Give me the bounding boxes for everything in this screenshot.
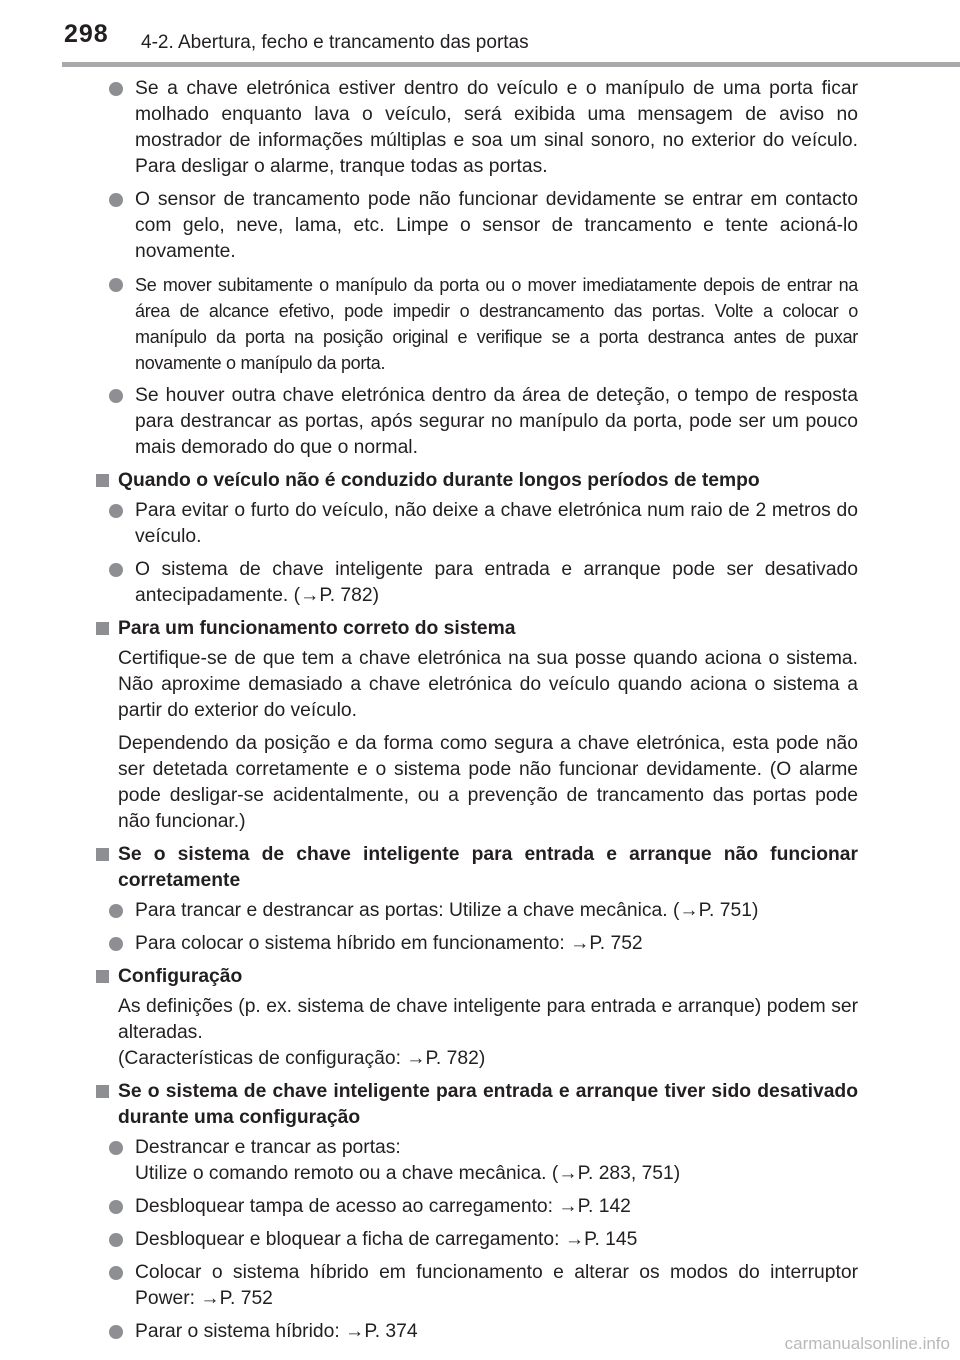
block-text: Desbloquear tampa de acesso ao carregamento: →P. 142 (135, 1196, 631, 1217)
bullet-dot-icon (109, 504, 123, 518)
text-line: Destrancar e trancar as portas: (135, 1137, 401, 1158)
bullet-item (96, 1135, 858, 1187)
block-text: Se o sistema de chave inteligente para entrada e arranque tiver sido desativado durante uma configuração (118, 1081, 858, 1128)
page-header (0, 0, 960, 70)
block-text: Colocar o sistema híbrido em funcionamento e alterar os modos do interruptor Power: →P. 752 (135, 1262, 858, 1309)
heading-square-icon (96, 622, 109, 635)
block-text: Parar o sistema híbrido: →P. 374 (135, 1321, 418, 1342)
block-text: O sistema de chave inteligente para entrada e arranque pode ser desativado antecipadamente. (→P. 782) (135, 559, 858, 606)
bullet-dot-icon (109, 1325, 123, 1339)
block-text: Se o sistema de chave inteligente para entrada e arranque não funcionar corretamente (118, 844, 858, 891)
block-text: O sensor de trancamento pode não funcionar devidamente se entrar em contacto com gelo, neve, lama, etc. Limpe o sensor de trancamento e tente acioná-lo novamente. (135, 189, 858, 262)
bullet-item (96, 557, 858, 609)
bullet-item (96, 187, 858, 265)
bullet-dot-icon (109, 193, 123, 207)
section-heading (96, 468, 858, 494)
bullet-item (96, 898, 858, 924)
block-text: Para colocar o sistema híbrido em funcionamento: →P. 752 (135, 933, 643, 954)
section-title: 4-2. Abertura, fecho e trancamento das portas (141, 32, 529, 53)
bullet-item (96, 1319, 858, 1345)
heading-square-icon (96, 970, 109, 983)
block-text: Dependendo da posição e da forma como segura a chave eletrónica, esta pode não ser detetada corretamente e o sistema pode não funcionar devidamente. (O alarme pode desligar-se acidentalmente, ou a prevenção de trancamento das portas pode não funcionar.) (118, 733, 858, 832)
heading-square-icon (96, 474, 109, 487)
bullet-item (96, 76, 858, 180)
section-heading (96, 616, 858, 642)
paragraph (96, 731, 858, 835)
bullet-item (96, 272, 858, 376)
bullet-dot-icon (109, 278, 123, 292)
bullet-item (96, 1194, 858, 1220)
bullet-dot-icon (109, 563, 123, 577)
block-text: Se mover subitamente o manípulo da porta ou o mover imediatamente depois de entrar na área de alcance efetivo, pode impedir o destrancamento das portas. Volte a colocar o manípulo da porta na posição original e verifique se a porta destranca antes de puxar novamente o manípulo da porta. (135, 275, 858, 373)
header-rule (62, 62, 960, 67)
bullet-item (96, 498, 858, 550)
bullet-item (96, 383, 858, 461)
section-heading (96, 1079, 858, 1131)
block-text: Quando o veículo não é conduzido durante longos períodos de tempo (118, 470, 760, 491)
page-content (96, 76, 858, 1352)
block-text: Se a chave eletrónica estiver dentro do veículo e o manípulo de uma porta ficar molhado enquanto lava o veículo, será exibida uma mensagem de aviso no mostrador de informações múltiplas e soa um sinal sonoro, no exterior do veículo. Para desligar o alarme, tranque todas as portas. (135, 78, 858, 177)
block-text: Para evitar o furto do veículo, não deixe a chave eletrónica num raio de 2 metros do veículo. (135, 500, 858, 547)
block-text: Para um funcionamento correto do sistema (118, 618, 516, 639)
bullet-item (96, 1227, 858, 1253)
heading-square-icon (96, 848, 109, 861)
bullet-dot-icon (109, 389, 123, 403)
paragraph (96, 646, 858, 724)
block-text: Para trancar e destrancar as portas: Utilize a chave mecânica. (→P. 751) (135, 900, 759, 921)
text-line: As definições (p. ex. sistema de chave inteligente para entrada e arranque) podem ser alteradas. (118, 996, 858, 1043)
section-heading (96, 842, 858, 894)
text-line: Utilize o comando remoto ou a chave mecânica. (→P. 283, 751) (135, 1163, 681, 1184)
paragraph (96, 994, 858, 1072)
watermark: carmanualsonline.info (784, 1334, 950, 1353)
bullet-dot-icon (109, 1233, 123, 1247)
bullet-dot-icon (109, 1200, 123, 1214)
block-text: Se houver outra chave eletrónica dentro da área de deteção, o tempo de resposta para destrancar as portas, após segurar no manípulo da porta, pode ser um pouco mais demorado do que o normal. (135, 385, 858, 458)
block-text: Certifique-se de que tem a chave eletrónica na sua posse quando aciona o sistema. Não aproxime demasiado a chave eletrónica do veículo quando aciona o sistema a partir do exterior do veículo. (118, 648, 858, 721)
block-text: Desbloquear e bloquear a ficha de carregamento: →P. 145 (135, 1229, 638, 1250)
section-heading (96, 964, 858, 990)
page-number: 298 (64, 20, 109, 48)
bullet-item (96, 931, 858, 957)
bullet-dot-icon (109, 904, 123, 918)
heading-square-icon (96, 1085, 109, 1098)
bullet-item (96, 1260, 858, 1312)
bullet-dot-icon (109, 937, 123, 951)
bullet-dot-icon (109, 1141, 123, 1155)
text-line: (Características de configuração: →P. 782) (118, 1048, 486, 1069)
bullet-dot-icon (109, 1266, 123, 1280)
block-text: Configuração (118, 966, 243, 987)
bullet-dot-icon (109, 82, 123, 96)
